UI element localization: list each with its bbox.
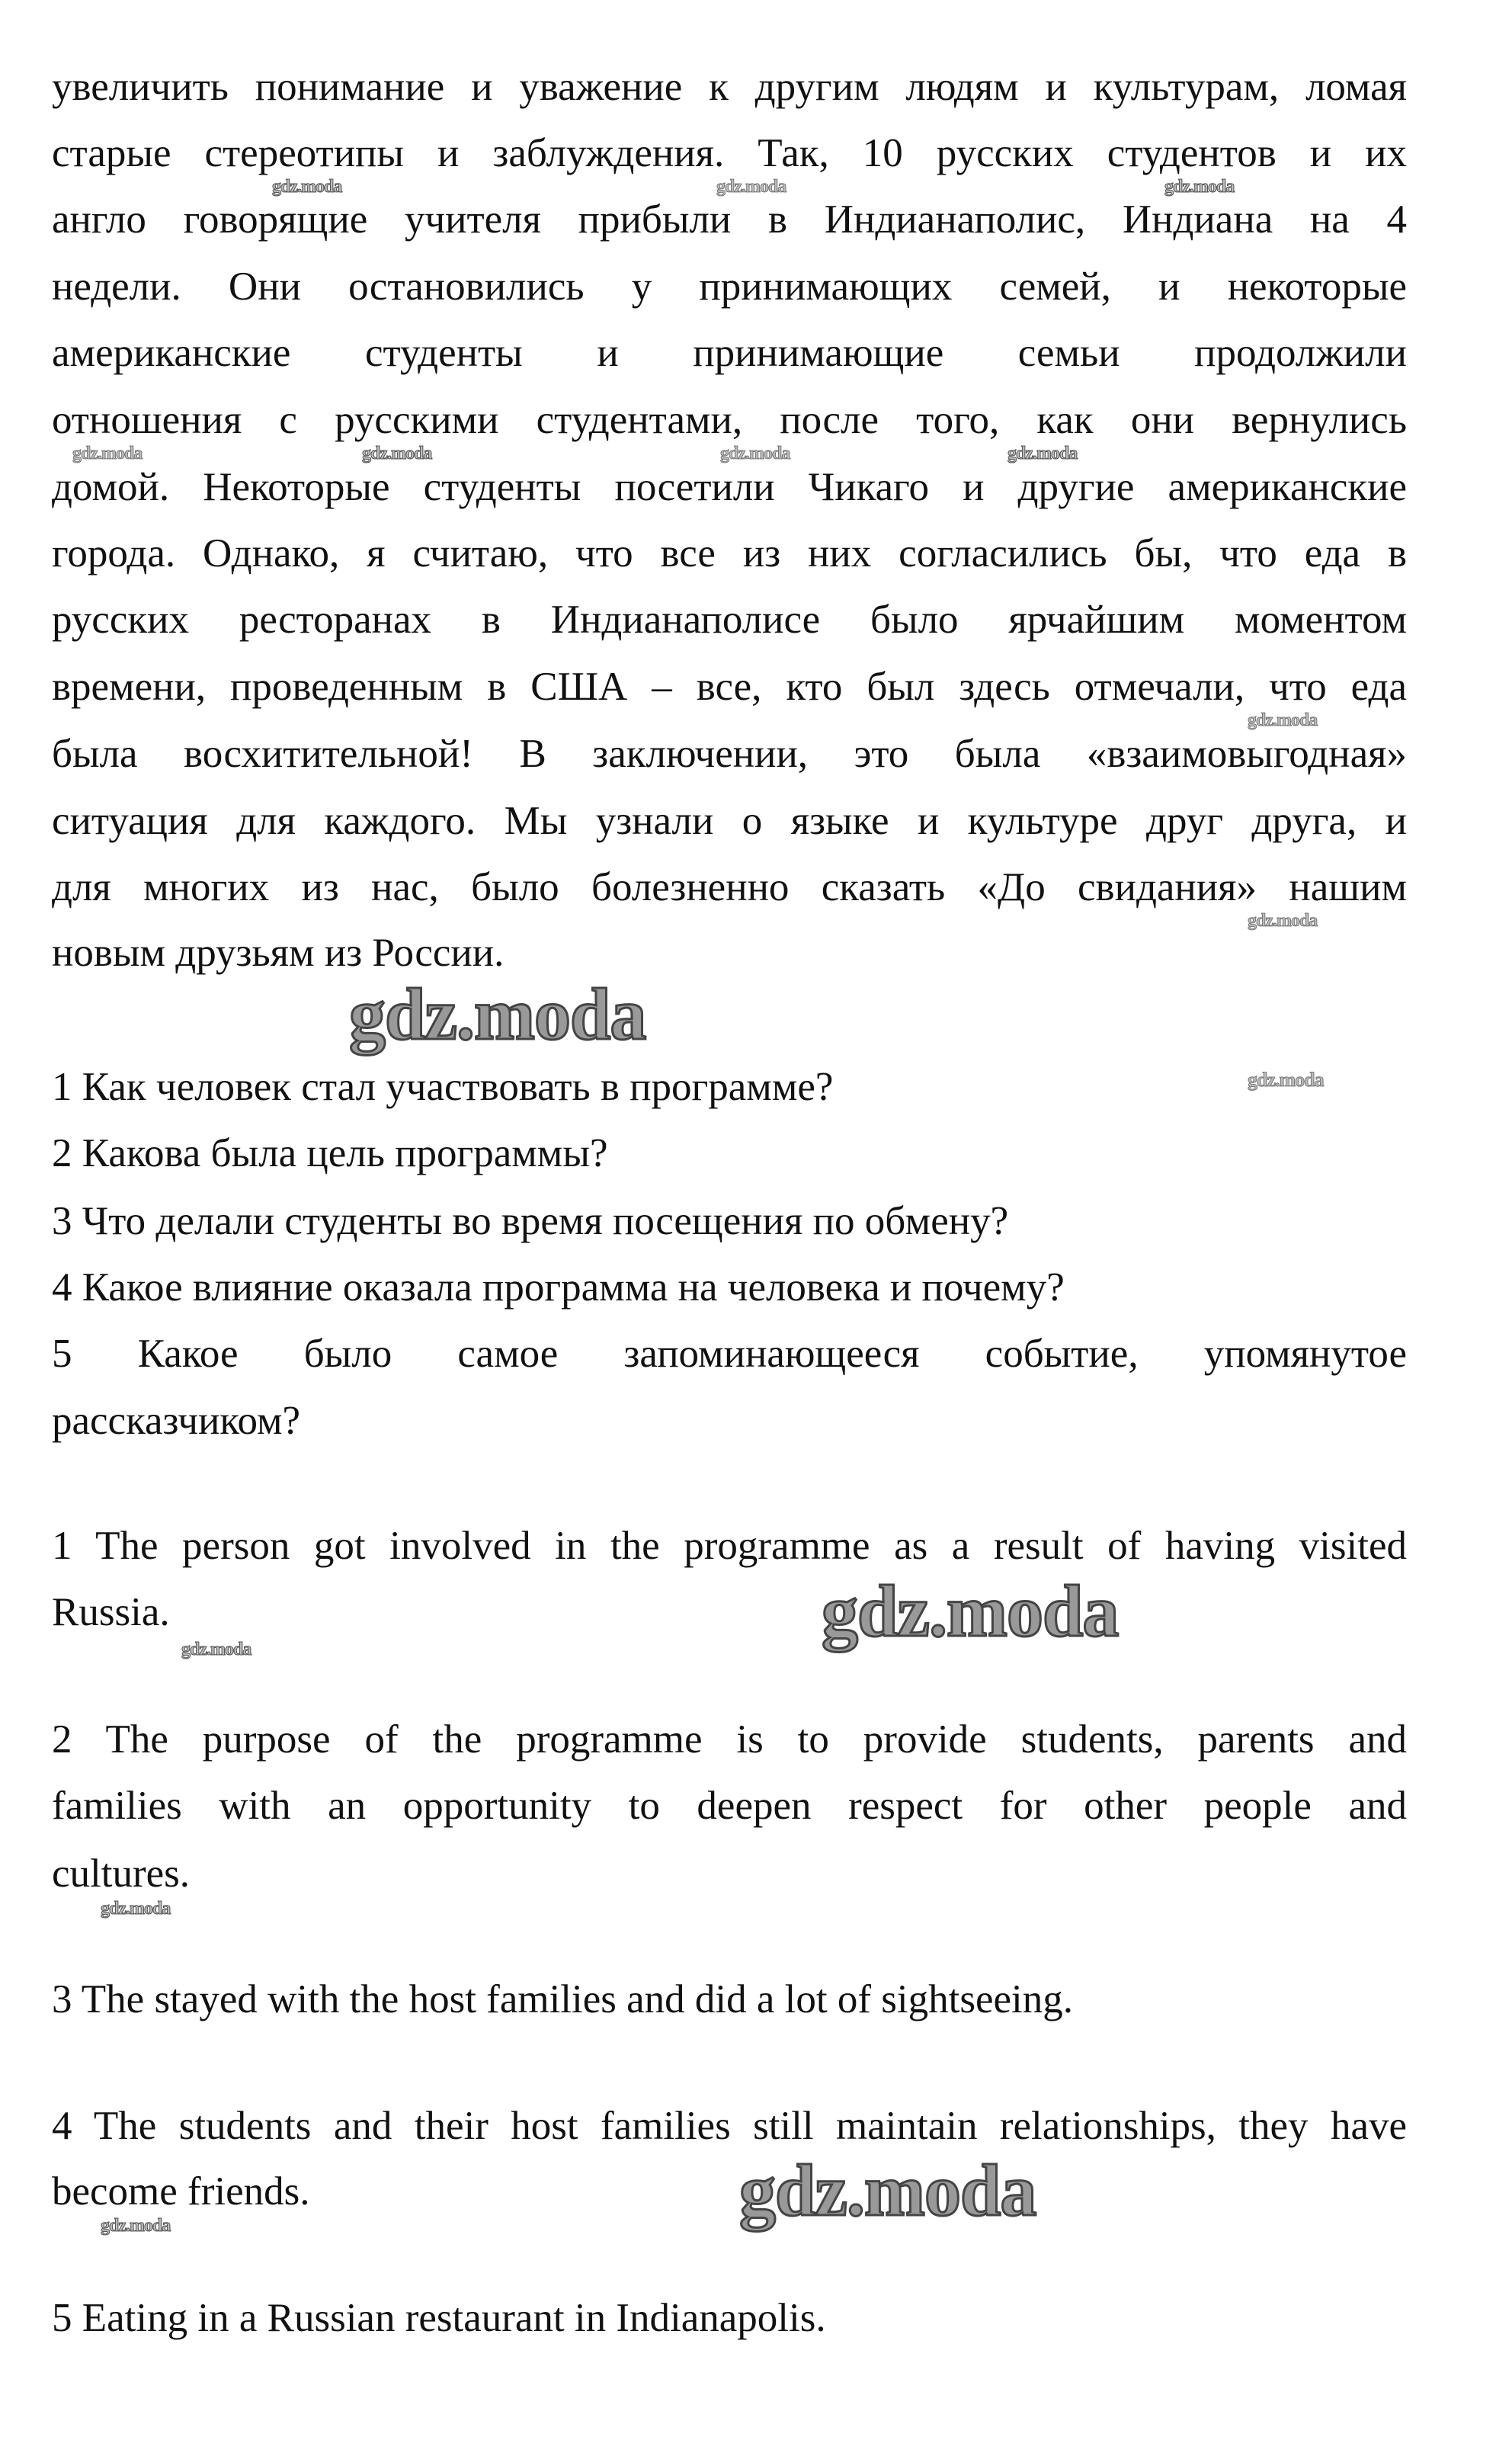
passage-line: города. Однако, я считаю, что все из них согласились бы, что еда в (52, 531, 1407, 575)
question-item: рассказчиком? (52, 1399, 301, 1443)
watermark: gdz.moda (72, 444, 143, 463)
passage-line: времени, проведенным в США – все, кто был здесь отмечали, что еда (52, 665, 1407, 709)
passage-line: для многих из нас, было болезненно сказать «До свидания» нашим (52, 865, 1407, 909)
watermark: gdz.moda (1248, 1069, 1324, 1091)
answer-line: cultures. (52, 1851, 191, 1896)
passage-line: старые стереотипы и заблуждения. Так, 10 русских студентов и их (52, 131, 1407, 175)
watermark: gdz.moda (181, 1640, 251, 1659)
watermark: gdz.moda (739, 2150, 1036, 2231)
question-item: 5 Какое было самое запоминающееся событие, упомянутое (52, 1332, 1407, 1376)
question-item: 2 Какова была цель программы? (52, 1131, 608, 1175)
answer-line: Russia. (52, 1590, 170, 1634)
watermark: gdz.moda (720, 444, 790, 463)
passage-line: была восхитительной! В заключении, это была «взаимовыгодная» (52, 732, 1407, 776)
watermark: gdz.moda (1164, 177, 1235, 197)
watermark: gdz.moda (101, 2216, 171, 2236)
watermark: gdz.moda (1248, 710, 1318, 730)
answer-line: families with an opportunity to deepen respect for other people and (52, 1784, 1407, 1828)
passage-line: русских ресторанах в Индианаполисе было ярчайшим моментом (52, 598, 1407, 642)
passage-line: англо говорящие учителя прибыли в Индианаполис, Индиана на 4 (52, 197, 1407, 242)
passage-line: отношения с русскими студентами, после того, как они вернулись (52, 398, 1407, 442)
answer-line: 1 The person got involved in the programme as a result of having visited (52, 1524, 1407, 1568)
passage-line: домой. Некоторые студенты посетили Чикаго и другие американские (52, 465, 1407, 509)
watermark: gdz.moda (349, 973, 646, 1055)
question-item: 4 Какое влияние оказала программа на человека и почему? (52, 1265, 1065, 1310)
passage-line: ситуация для каждого. Мы узнали о языке и культуре друг друга, и (52, 799, 1407, 843)
watermark: gdz.moda (1007, 444, 1078, 463)
answer-line: 5 Eating in a Russian restaurant in Indianapolis. (52, 2296, 826, 2340)
answer-line: become friends. (52, 2169, 310, 2214)
passage-line: недели. Они остановились у принимающих семей, и некоторые (52, 264, 1407, 309)
watermark: gdz.moda (1248, 911, 1318, 931)
watermark: gdz.moda (822, 1570, 1119, 1652)
answer-line: 3 The stayed with the host families and did a lot of sightseeing. (52, 1977, 1073, 2021)
watermark: gdz.moda (362, 444, 432, 463)
passage-line: увеличить понимание и уважение к другим людям и культурам, ломая (52, 65, 1407, 109)
watermark: gdz.moda (101, 1899, 171, 1919)
answer-line: 2 The purpose of the programme is to provide students, parents and (52, 1717, 1407, 1762)
question-item: 3 Что делали студенты во время посещения по обмену? (52, 1199, 1009, 1243)
question-item: 1 Как человек стал участвовать в программе? (52, 1065, 834, 1109)
passage-line: американские студенты и принимающие семьи продолжили (52, 331, 1407, 375)
answer-line: 4 The students and their host families still maintain relationships, they have (52, 2104, 1407, 2148)
watermark: gdz.moda (272, 177, 342, 197)
watermark: gdz.moda (716, 177, 786, 197)
passage-line: новым друзьям из России. (52, 931, 505, 975)
